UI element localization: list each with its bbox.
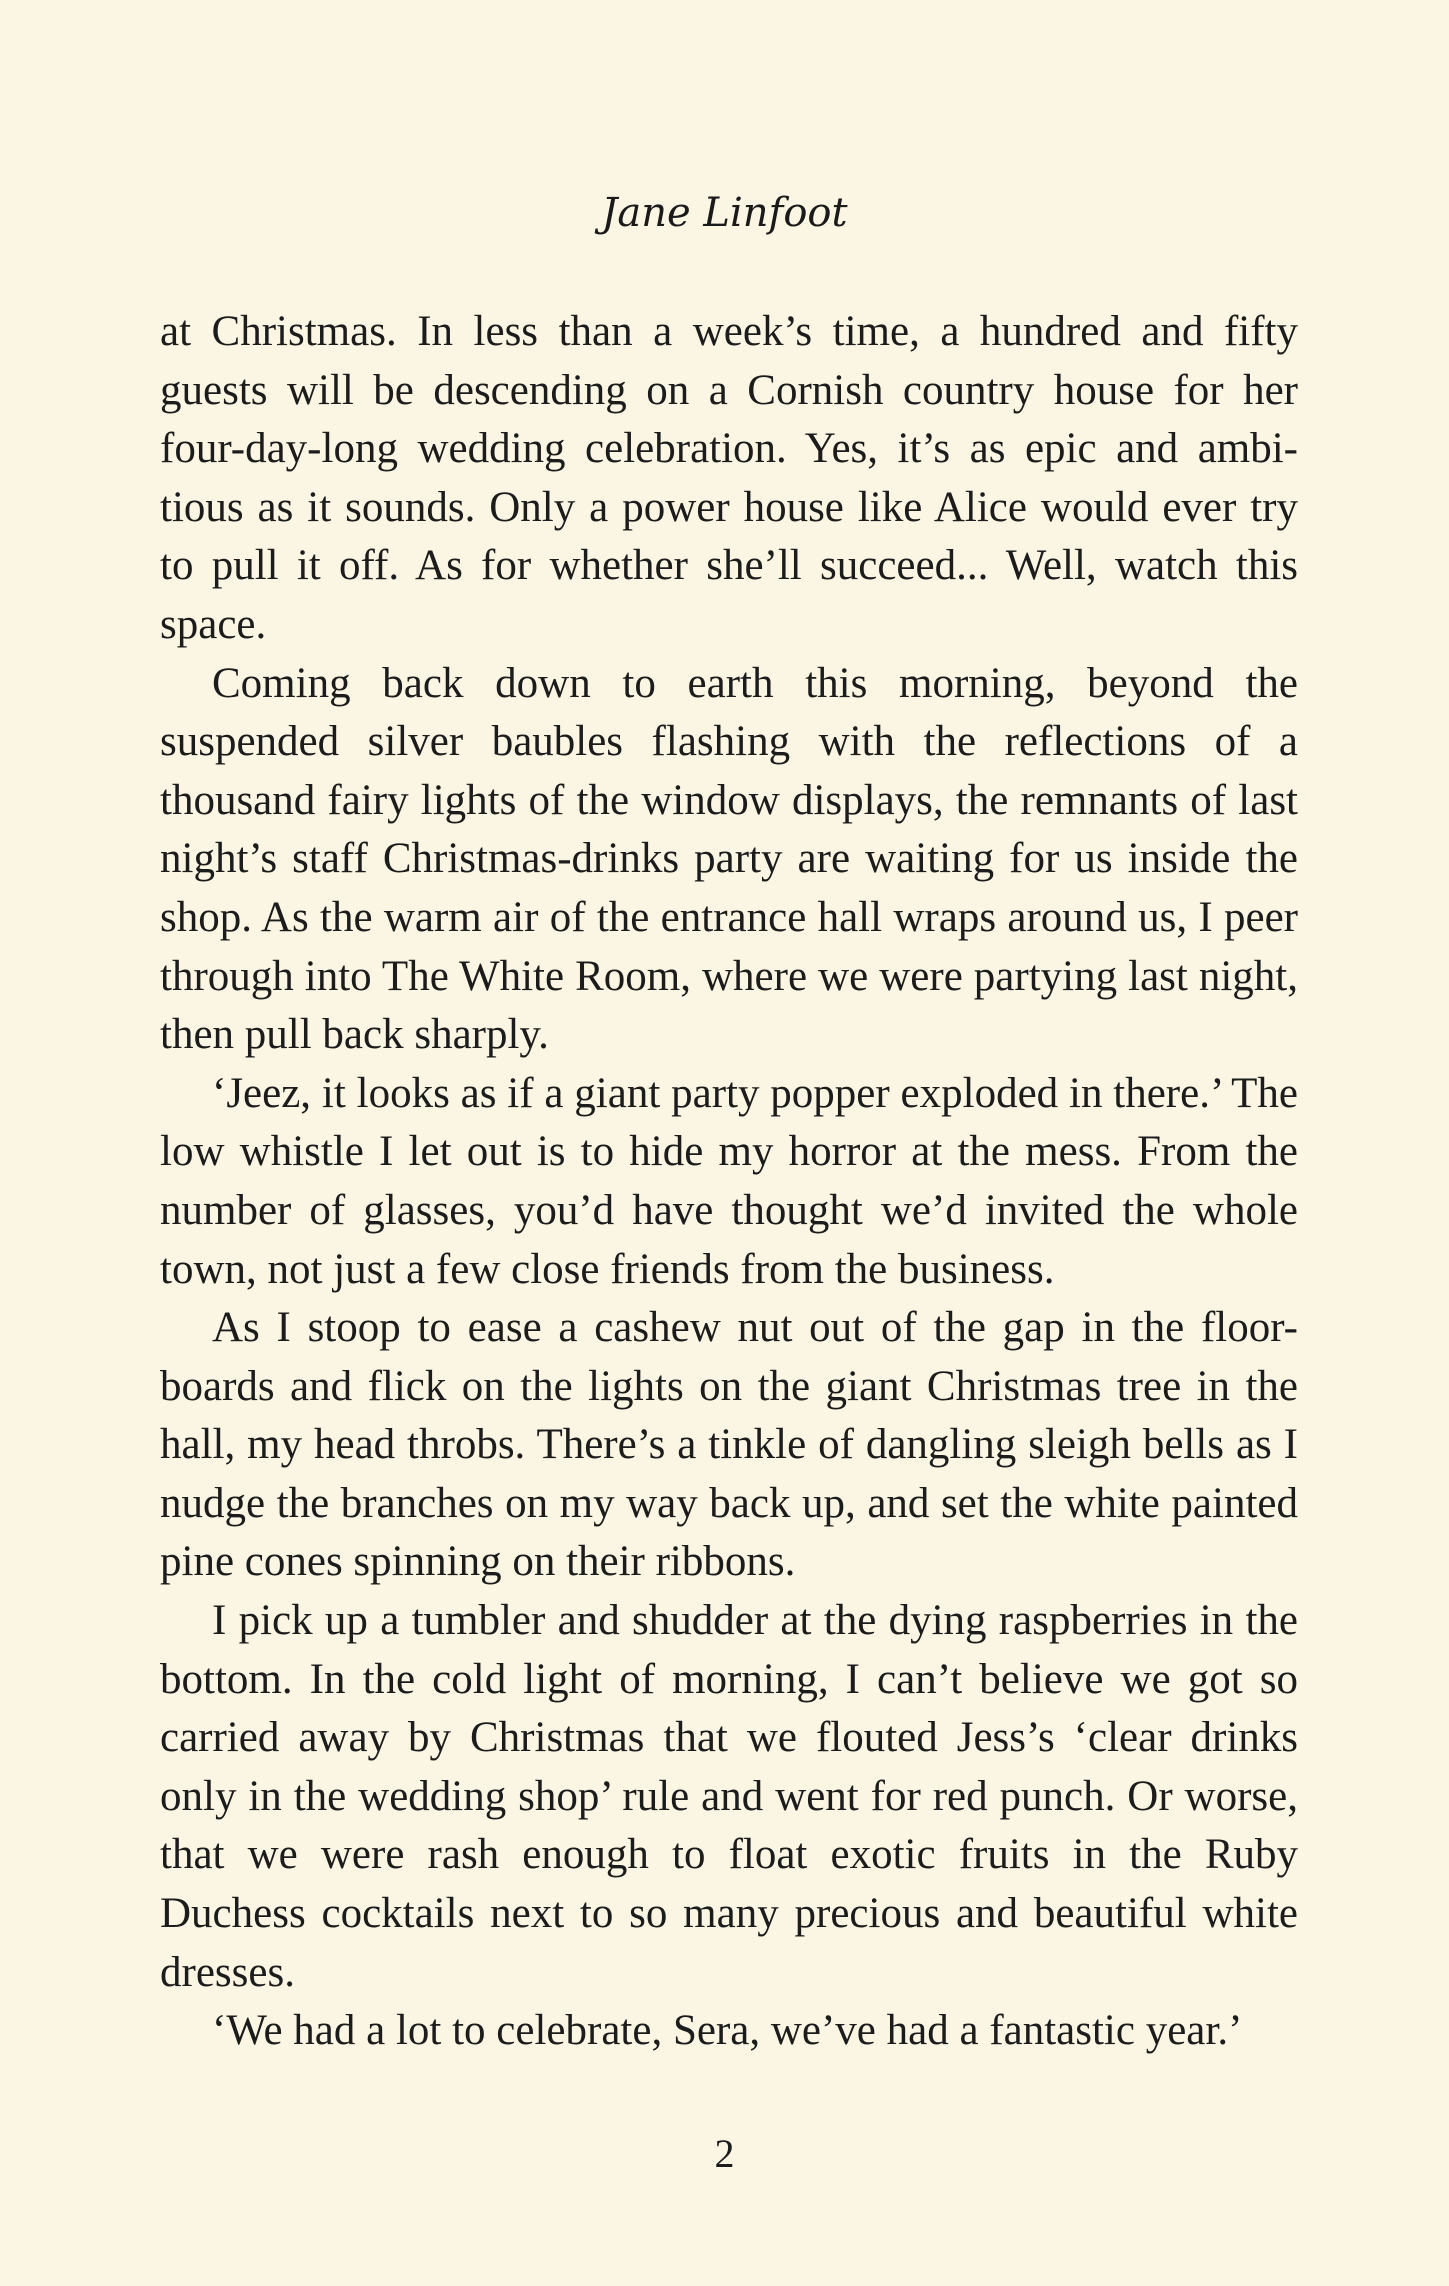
- paragraph-2: Coming back down to earth this morning, beyond the suspended silver baubles flashing with the reflections of a thousand fairy lights of the window displays, the remnants of last night’s staff Christmas-drinks party are waiting for us inside the shop. As the warm air of the entrance hall wraps around us, I peer through into The White Room, where we were partying last night, then pull back sharply.: [160, 659, 1298, 1059]
- paragraph-4: As I stoop to ease a cashew nut out of the gap in the floor-boards and flick on the lights on the giant Christmas tree in the hall, my head throbs. There’s a tinkle of dangling sleigh bells as I nudge the branches on my way back up, and set the white painted pine cones spinning on their ribbons.: [160, 1304, 1298, 1586]
- page-number: 2: [714, 2131, 735, 2176]
- paragraph-1: at Christmas. In less than a week’s time, a hundred and fifty guests will be descending on a Cornish country house for her four-day-long wedding celebration. Yes, it’s as epic and ambi-tious as it sounds. Only a power house like Alice would ever try to pull it off. As for whether she’ll succeed... Well, watch this space.: [160, 308, 1298, 648]
- running-head-author: Jane Linfoot: [601, 190, 848, 236]
- paragraph-3: ‘Jeez, it looks as if a giant party popper exploded in there.’ The low whistle I let out is to hide my horror at the mess. From the number of glasses, you’d have thought we’d invited the whole town, not just a few close friends from the business.: [160, 1069, 1298, 1293]
- paragraph-6: ‘We had a lot to celebrate, Sera, we’ve had a fantastic year.’: [212, 2007, 1243, 2055]
- body-text: [160, 303, 1298, 2061]
- paragraph-5: I pick up a tumbler and shudder at the dying raspberries in the bottom. In the cold light of morning, I can’t believe we got so carried away by Christmas that we flouted Jess’s ‘clear drinks only in the wedding shop’ rule and went for red punch. Or worse, that we were rash enough to float exotic fruits in the Ruby Duchess cocktails next to so many precious and beautiful white dresses.: [160, 1597, 1298, 1996]
